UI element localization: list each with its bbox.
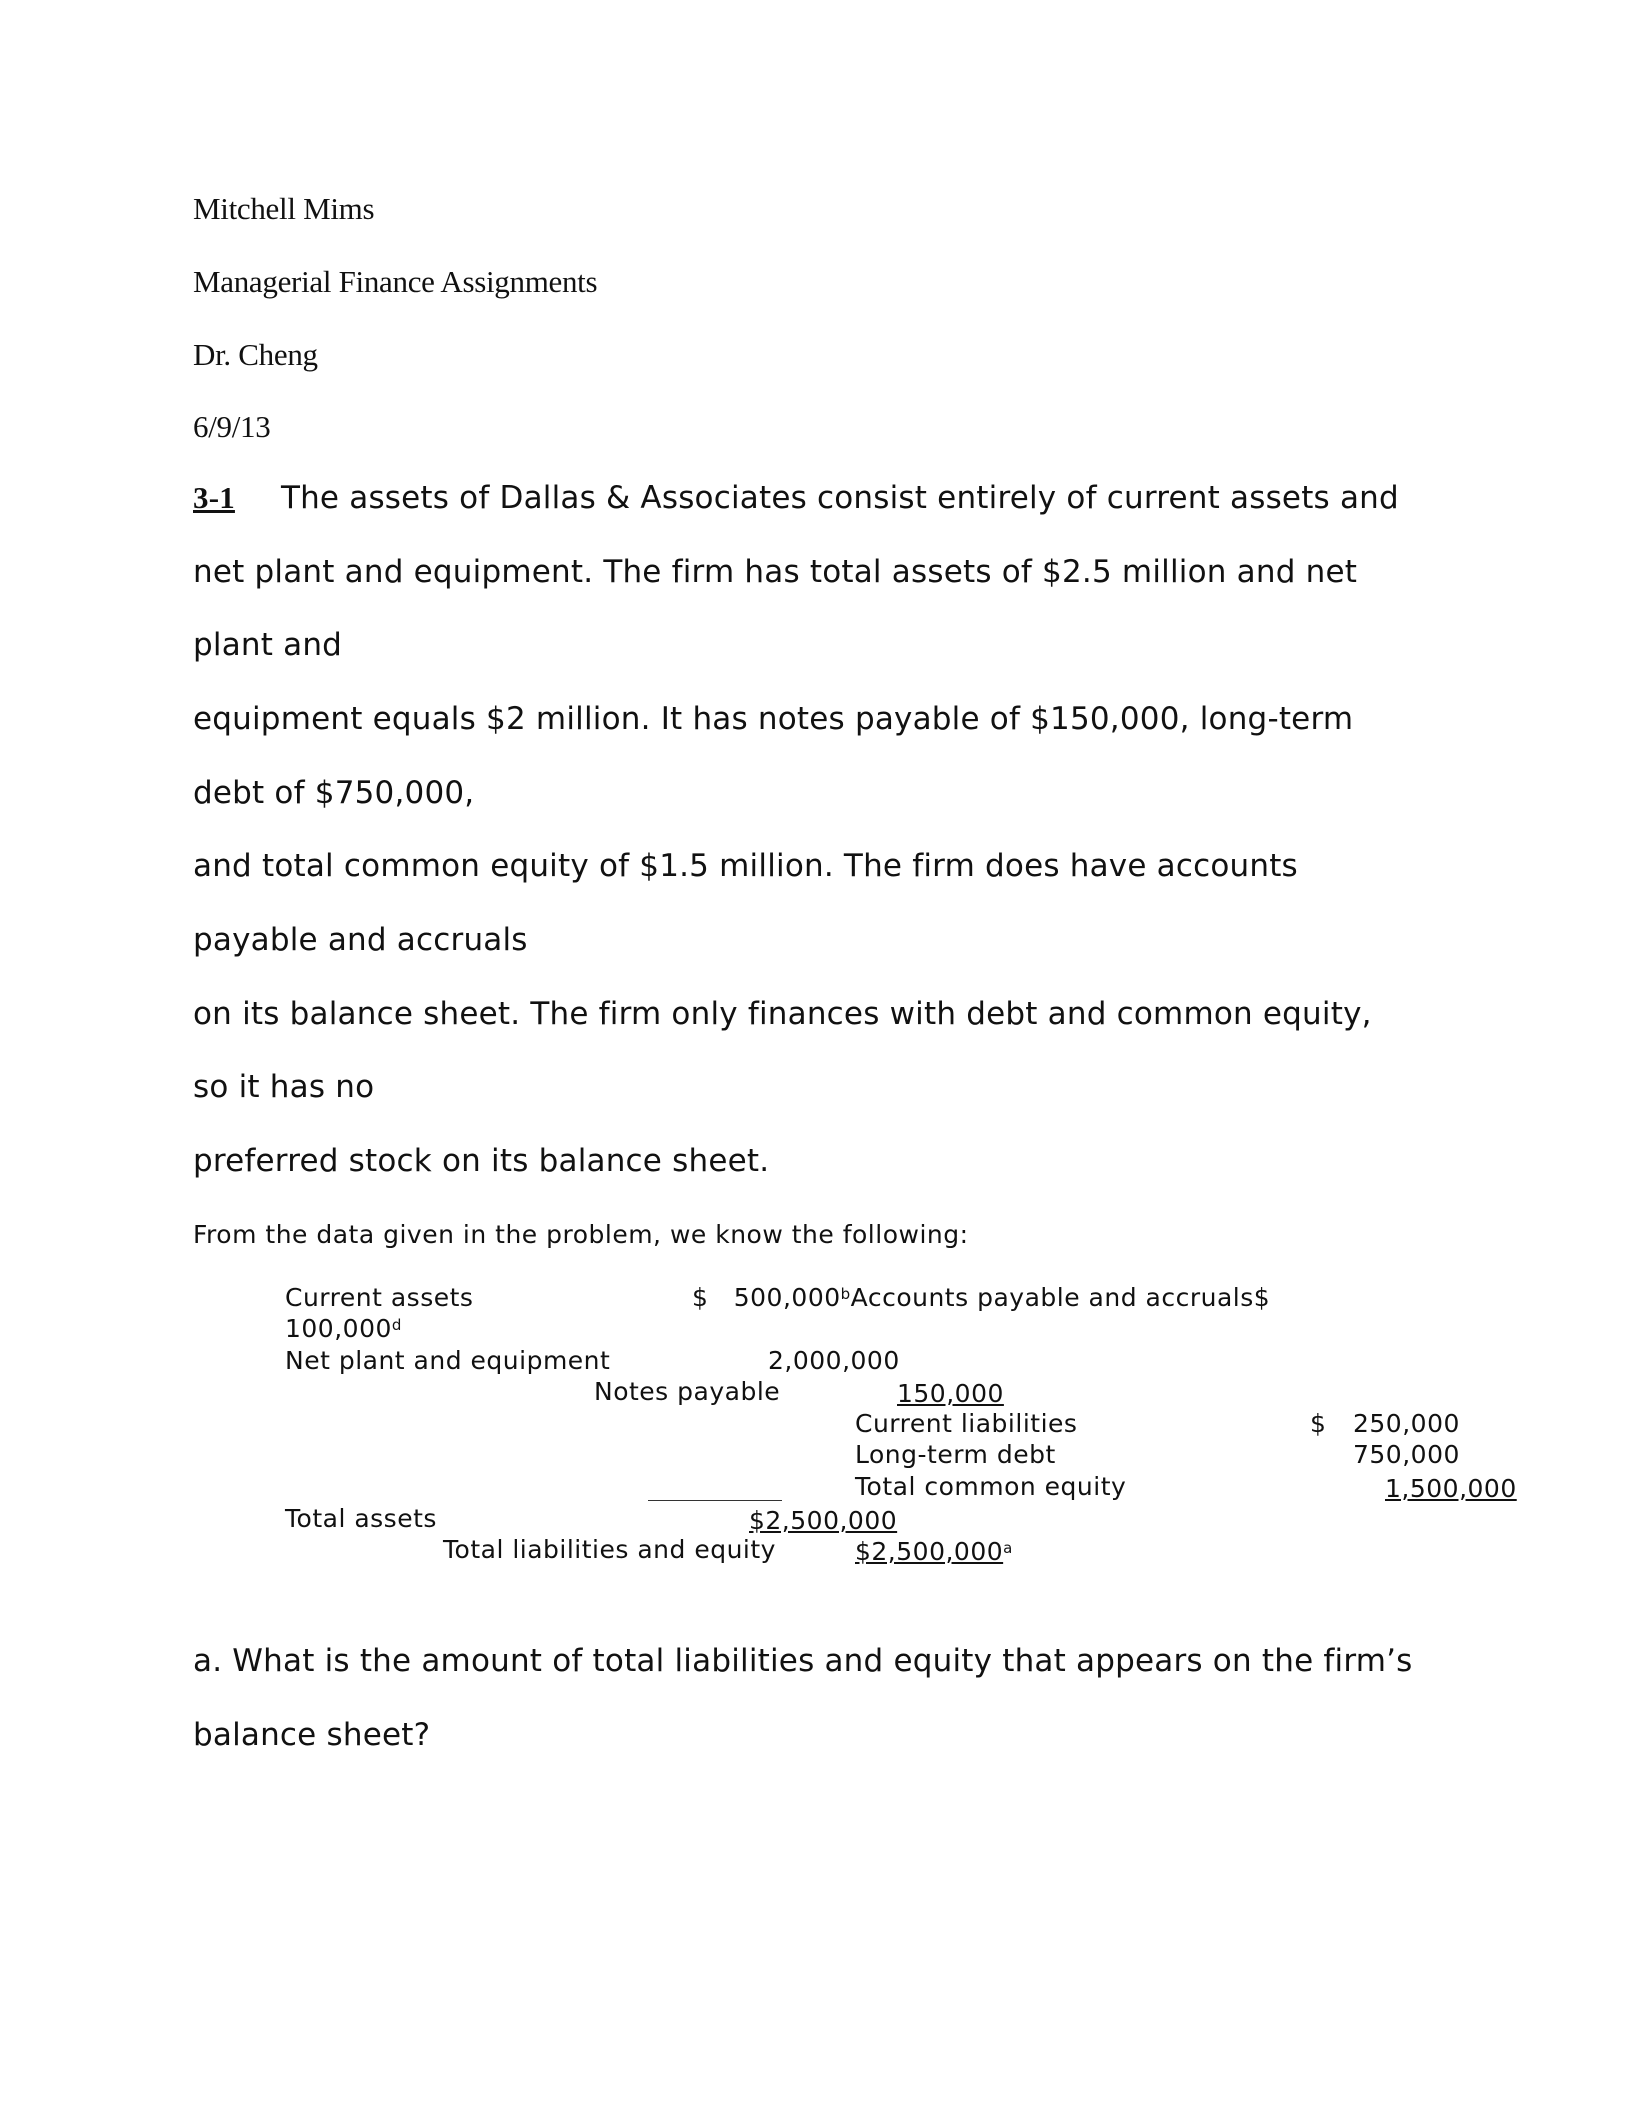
footnote-marker: a — [1003, 1539, 1013, 1557]
footnote-marker: d — [391, 1316, 402, 1334]
problem-text: so it has no — [193, 1069, 375, 1105]
total-le-label: Total liabilities and equity — [443, 1535, 776, 1564]
question-a-text: balance sheet? — [193, 1717, 431, 1753]
current-assets-value — [692, 1283, 1270, 1313]
solution-intro: From the data given in the problem, we know the following: — [193, 1220, 969, 1249]
author-name: Mitchell Mims — [193, 191, 375, 226]
ap-accruals-label: Accounts payable and accruals$ — [850, 1283, 1271, 1312]
ap-accruals-value — [285, 1314, 402, 1344]
problem-text: and total common equity of $1.5 million. The firm does have accounts — [193, 848, 1298, 884]
long-term-debt-label: Long-term debt — [855, 1440, 1056, 1469]
underline-rule — [648, 1500, 782, 1501]
problem-text: payable and accruals — [193, 922, 528, 958]
problem-text: preferred stock on its balance sheet. — [193, 1143, 770, 1179]
total-le-amount: $2,500,000 — [855, 1537, 1004, 1566]
problem-text: debt of $750,000, — [193, 775, 475, 811]
problem-text: net plant and equipment. The firm has total assets of $2.5 million and net — [193, 554, 1358, 590]
ap-accruals-amount: 100,000 — [285, 1314, 392, 1343]
net-plant-label: Net plant and equipment — [285, 1346, 611, 1375]
long-term-debt-value: 750,000 — [1353, 1440, 1460, 1469]
assignment-date: 6/9/13 — [193, 409, 271, 444]
current-assets-amount: $ 500,000 — [692, 1283, 841, 1312]
footnote-marker: b — [840, 1285, 851, 1303]
current-liabilities-dollar: $ — [1310, 1409, 1327, 1438]
problem-number: 3-1 — [193, 480, 235, 515]
total-common-equity-value: 1,500,000 — [1385, 1474, 1517, 1503]
total-assets-label: Total assets — [285, 1504, 437, 1533]
total-le-value — [855, 1537, 1013, 1567]
total-common-equity-label: Total common equity — [855, 1472, 1127, 1501]
notes-payable-label: Notes payable — [594, 1377, 781, 1406]
notes-payable-value: 150,000 — [897, 1379, 1004, 1408]
question-a-text: a. What is the amount of total liabilities and equity that appears on the firm’s — [193, 1643, 1413, 1679]
problem-line — [193, 480, 1399, 516]
problem-text: The assets of Dallas & Associates consist entirely of current assets and — [280, 480, 1399, 516]
course-title: Managerial Finance Assignments — [193, 264, 598, 299]
current-assets-label: Current assets — [285, 1283, 474, 1312]
problem-text: on its balance sheet. The firm only finances with debt and common equity, — [193, 996, 1372, 1032]
problem-text: plant and — [193, 627, 343, 663]
total-assets-value: $2,500,000 — [749, 1506, 898, 1535]
current-liabilities-value: 250,000 — [1353, 1409, 1460, 1438]
instructor-name: Dr. Cheng — [193, 337, 318, 372]
net-plant-value: 2,000,000 — [768, 1346, 900, 1375]
problem-text: equipment equals $2 million. It has notes payable of $150,000, long-term — [193, 701, 1354, 737]
current-liabilities-label: Current liabilities — [855, 1409, 1078, 1438]
